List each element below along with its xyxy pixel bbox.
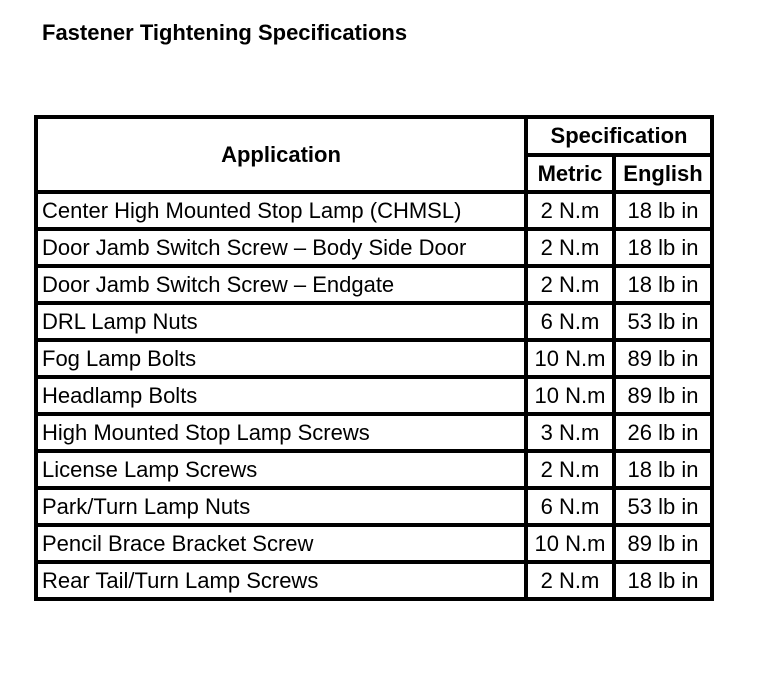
application-cell: DRL Lamp Nuts xyxy=(36,303,526,340)
metric-cell: 6 N.m xyxy=(526,488,614,525)
table-row xyxy=(36,377,712,414)
english-cell: 18 lb in xyxy=(614,192,712,229)
metric-cell: 6 N.m xyxy=(526,303,614,340)
english-cell: 18 lb in xyxy=(614,562,712,599)
metric-column-header: Metric xyxy=(526,155,614,192)
english-cell: 18 lb in xyxy=(614,266,712,303)
application-cell: Door Jamb Switch Screw – Body Side Door xyxy=(36,229,526,266)
english-cell: 89 lb in xyxy=(614,340,712,377)
metric-cell: 2 N.m xyxy=(526,266,614,303)
application-column-header: Application xyxy=(36,117,526,192)
application-cell: Center High Mounted Stop Lamp (CHMSL) xyxy=(36,192,526,229)
document-title: Fastener Tightening Specifications xyxy=(42,20,408,45)
metric-cell: 10 N.m xyxy=(526,525,614,562)
english-cell: 53 lb in xyxy=(614,488,712,525)
application-cell: High Mounted Stop Lamp Screws xyxy=(36,414,526,451)
table-row xyxy=(36,303,712,340)
english-cell: 18 lb in xyxy=(614,229,712,266)
specification-column-header: Specification xyxy=(526,117,712,155)
application-cell: Fog Lamp Bolts xyxy=(36,340,526,377)
english-cell: 89 lb in xyxy=(614,525,712,562)
table-row xyxy=(36,488,712,525)
table-row xyxy=(36,266,712,303)
application-cell: Rear Tail/Turn Lamp Screws xyxy=(36,562,526,599)
metric-cell: 2 N.m xyxy=(526,229,614,266)
table-row xyxy=(36,229,712,266)
english-cell: 89 lb in xyxy=(614,377,712,414)
application-cell: License Lamp Screws xyxy=(36,451,526,488)
table-row xyxy=(36,414,712,451)
english-cell: 26 lb in xyxy=(614,414,712,451)
english-cell: 53 lb in xyxy=(614,303,712,340)
metric-cell: 10 N.m xyxy=(526,340,614,377)
metric-cell: 2 N.m xyxy=(526,192,614,229)
application-cell: Door Jamb Switch Screw – Endgate xyxy=(36,266,526,303)
table-row xyxy=(36,562,712,599)
english-cell: 18 lb in xyxy=(614,451,712,488)
metric-cell: 10 N.m xyxy=(526,377,614,414)
table-row xyxy=(36,192,712,229)
metric-cell: 3 N.m xyxy=(526,414,614,451)
application-cell: Headlamp Bolts xyxy=(36,377,526,414)
table-row xyxy=(36,340,712,377)
metric-cell: 2 N.m xyxy=(526,451,614,488)
metric-cell: 2 N.m xyxy=(526,562,614,599)
english-column-header: English xyxy=(614,155,712,192)
application-cell: Park/Turn Lamp Nuts xyxy=(36,488,526,525)
table-row xyxy=(36,525,712,562)
table-row xyxy=(36,451,712,488)
fastener-spec-table xyxy=(34,115,714,601)
application-cell: Pencil Brace Bracket Screw xyxy=(36,525,526,562)
